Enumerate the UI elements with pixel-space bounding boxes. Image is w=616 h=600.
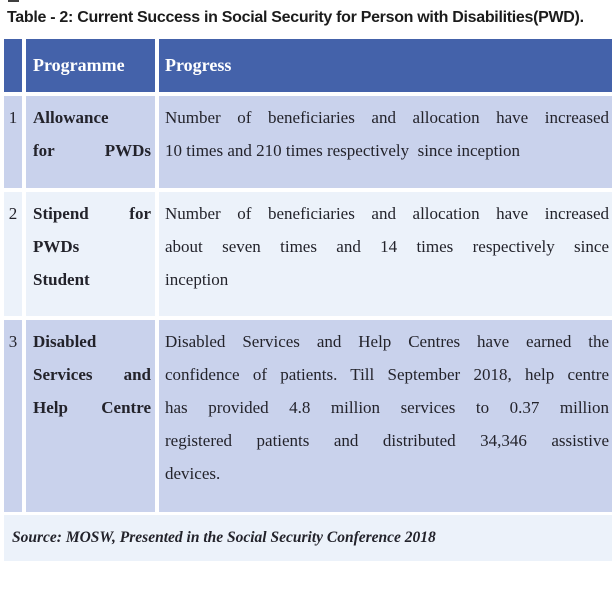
programme-cell [26,192,155,316]
progress-line: Disabled Services and Help Centres have earned the [165,332,609,351]
progress-cell [159,320,612,512]
header-number-cell [4,39,22,92]
row-number: 1 [4,96,22,188]
programme-cell [26,96,155,188]
progress-line: confidence of patients. Till September 2018, help centre [165,365,609,384]
programme-line: Disabled [33,332,97,351]
progress-cell [159,96,612,188]
programme-line: Stipend for [33,204,151,223]
programme-cell [26,320,155,512]
table-header-row [4,39,612,92]
programme-line: Student [33,270,90,289]
row-number: 3 [4,320,22,512]
crop-artifact-mark [8,0,19,2]
header-progress-cell: Progress [159,39,612,92]
header-programme-cell: Programme [26,39,155,92]
progress-line: about seven times and 14 times respectively since [165,237,609,256]
progress-line: Number of beneficiaries and allocation have increased [165,108,609,127]
progress-line: inception [165,270,229,289]
table-row [4,96,612,188]
progress-line: registered patients and distributed 34,346 assistive [165,431,609,450]
table-row [4,192,612,316]
table-source-row [4,515,612,561]
row-number: 2 [4,192,22,316]
progress-line: has provided 4.8 million services to 0.37 million [165,398,609,417]
programme-line: Services and [33,365,151,384]
programme-line: Allowance [33,108,109,127]
progress-cell [159,192,612,316]
programme-line: for PWDs [33,141,151,160]
table-title: Table - 2: Current Success in Social Security for Person with Disabilities(PWD). [7,9,584,26]
table [4,39,612,561]
progress-line: devices. [165,464,221,483]
table-row [4,320,612,512]
progress-line: Number of beneficiaries and allocation have increased [165,204,609,223]
programme-line: PWDs [33,237,80,256]
programme-line: Help Centre [33,398,151,417]
progress-line: 10 times and 210 times respectively since inception [165,141,521,160]
source-note: Source: MOSW, Presented in the Social Security Conference 2018 [12,529,436,546]
